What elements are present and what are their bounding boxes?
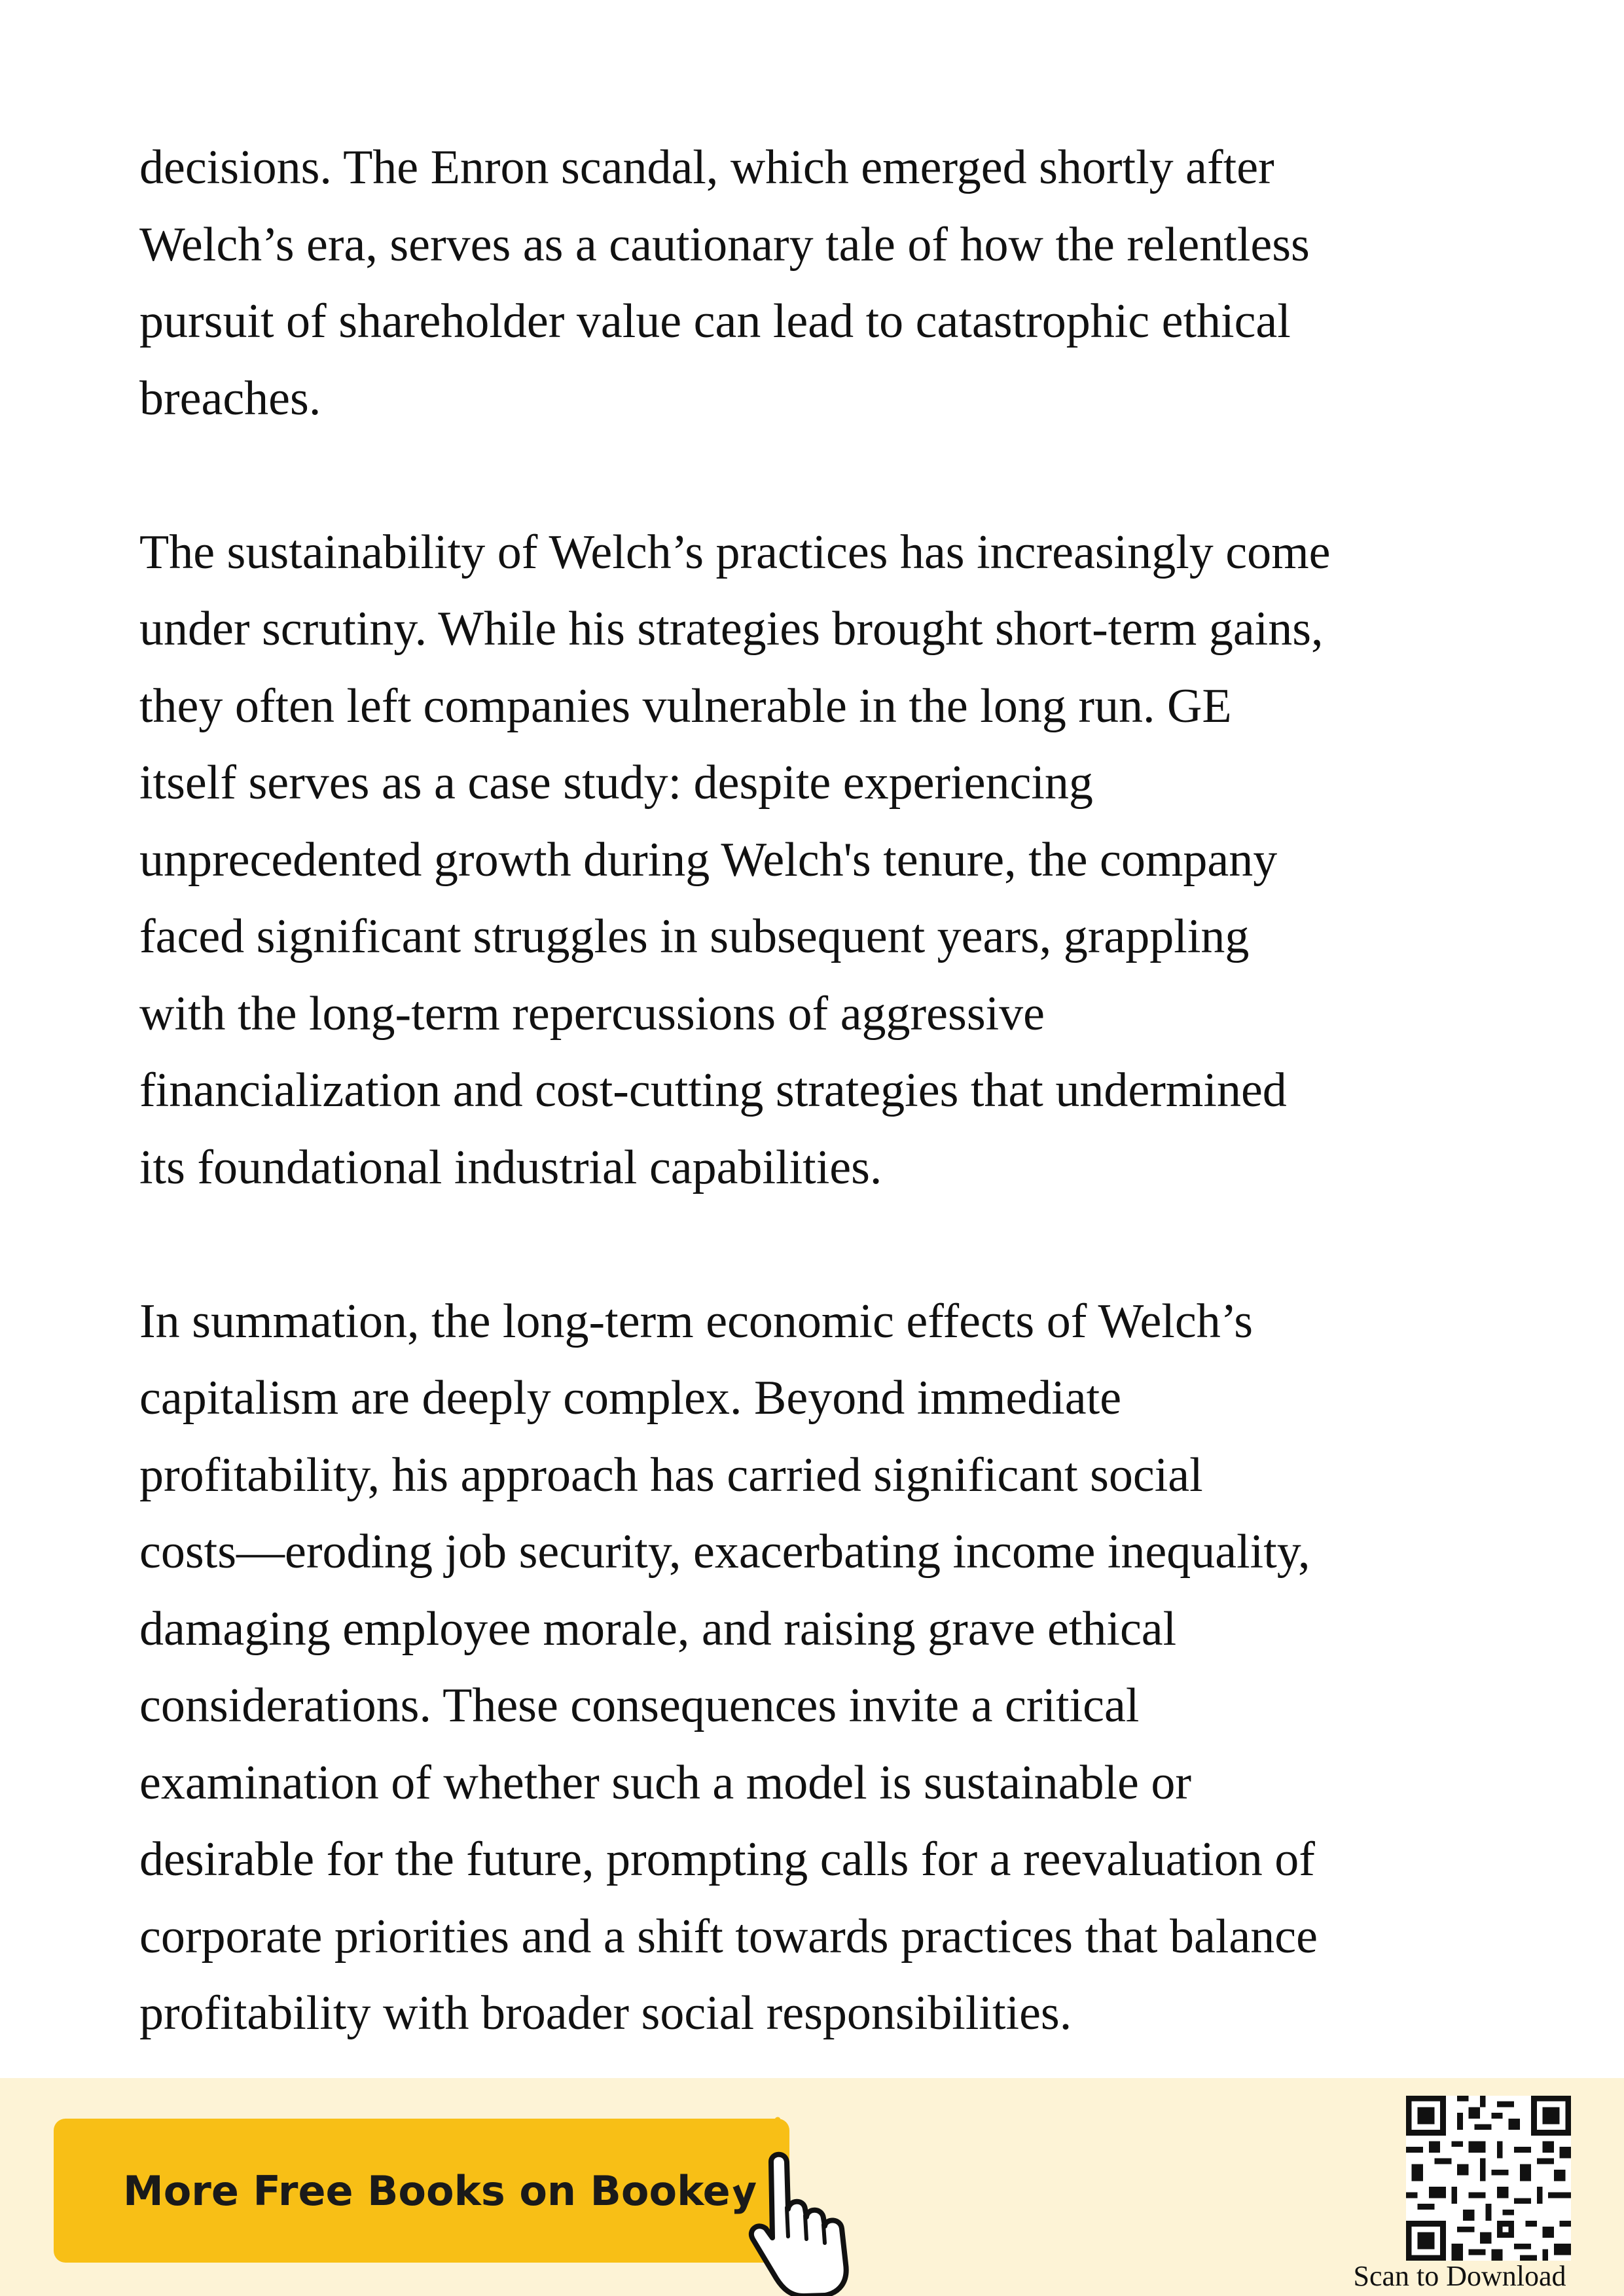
text-line: capitalism are deeply complex. Beyond immediate [139,1371,1122,1425]
text-line: unprecedented growth during Welch's tenure, the company [139,833,1278,887]
text-line: its foundational industrial capabilities. [139,1140,882,1194]
text-line: financialization and cost-cutting strategies that undermined [139,1064,1287,1117]
cta-label: More Free Books on Bookey [123,2166,757,2215]
body-text [139,130,1527,2129]
paragraph-2 [139,514,1527,1207]
text-line: considerations. These consequences invite a critical [139,1679,1140,1732]
text-line: In summation, the long-term economic effects of Welch’s [139,1294,1254,1348]
text-line: profitability with broader social responsibilities. [139,1986,1072,2040]
paragraph-1 [139,130,1527,437]
paragraph-3 [139,1283,1527,2053]
text-line: pursuit of shareholder value can lead to catastrophic ethical [139,295,1291,348]
footer-banner [0,2078,1624,2296]
text-line: faced significant struggles in subsequent years, grappling [139,910,1250,963]
more-free-books-button[interactable] [54,2119,789,2263]
text-line: corporate priorities and a shift towards practices that balance [139,1909,1318,1964]
text-line: breaches. [139,371,321,425]
text-line: The sustainability of Welch’s practices has increasingly come [139,525,1331,579]
text-line: with the long-term repercussions of aggressive [139,986,1045,1041]
text-line: under scrutiny. While his strategies brought short-term gains, [139,602,1324,656]
text-line: itself serves as a case study: despite experiencing [139,756,1093,810]
text-line: decisions. The Enron scandal, which emerged shortly after [139,141,1274,194]
text-line: examination of whether such a model is sustainable or [139,1755,1192,1810]
pointing-hand-icon [720,2111,890,2296]
text-line: damaging employee morale, and raising grave ethical [139,1602,1177,1656]
qr-code-icon [1406,2096,1571,2261]
text-line: Welch’s era, serves as a cautionary tale of how the relentless [139,217,1310,272]
text-line: profitability, his approach has carried significant social [139,1448,1203,1502]
text-line: costs—eroding job security, exacerbating income inequality, [139,1525,1310,1579]
qr-caption: Scan to Download [1353,2260,1566,2292]
text-line: desirable for the future, prompting calls for a reevaluation of [139,1833,1315,1886]
text-line: they often left companies vulnerable in the long run. GE [139,679,1232,733]
